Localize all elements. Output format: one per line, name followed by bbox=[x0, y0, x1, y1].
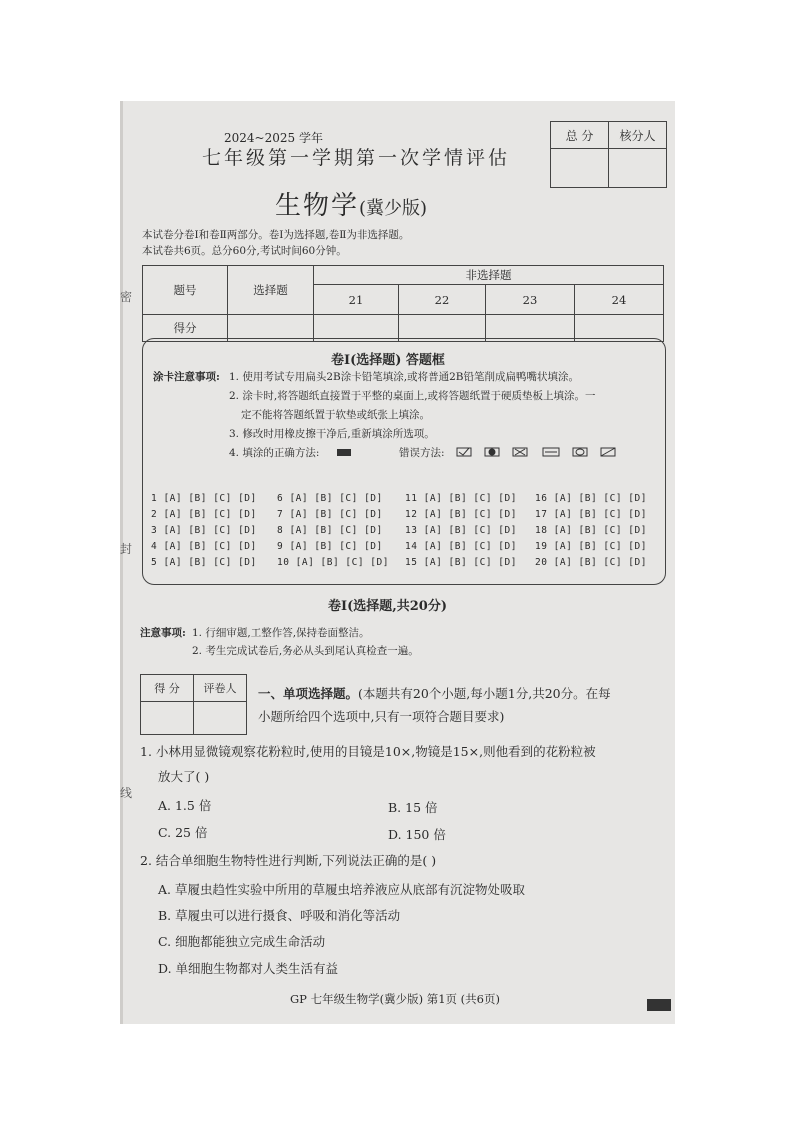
q23-header: 23 bbox=[486, 285, 575, 315]
q21-header: 21 bbox=[314, 285, 399, 315]
bubble-col-1 bbox=[151, 493, 257, 573]
part1-desc-2: 小题所给四个选项中,只有一项符合题目要求) bbox=[258, 709, 505, 724]
answer-row[interactable]: 7 [A] [B] [C] [D] bbox=[277, 509, 383, 520]
total-score-cell bbox=[551, 149, 609, 188]
answer-row[interactable]: 8 [A] [B] [C] [D] bbox=[277, 525, 383, 536]
edition: (冀少版) bbox=[359, 198, 428, 219]
subject-name: 生物学 bbox=[275, 191, 360, 221]
q1-option-b: B. 15 倍 bbox=[388, 800, 438, 815]
answer-row[interactable]: 9 [A] [B] [C] [D] bbox=[277, 541, 383, 552]
answer-row[interactable]: 1 [A] [B] [C] [D] bbox=[151, 493, 257, 504]
answer-row[interactable]: 19 [A] [B] [C] [D] bbox=[535, 541, 647, 552]
answer-row[interactable]: 4 [A] [B] [C] [D] bbox=[151, 541, 257, 552]
card-note-3: 3. 修改时用橡皮擦干净后,重新填涂所选项。 bbox=[229, 428, 435, 440]
correct-fill-icon bbox=[337, 449, 351, 456]
feixuanze-header: 非选择题 bbox=[314, 266, 664, 285]
defen-label: 得分 bbox=[143, 315, 228, 342]
answer-row[interactable]: 18 [A] [B] [C] [D] bbox=[535, 525, 647, 536]
bubble-col-3 bbox=[405, 493, 517, 573]
section1-notice-1: 1. 行细审题,工整作答,保持卷面整洁。 bbox=[192, 627, 370, 639]
card-note-2: 2. 涂卡时,将答题纸直接置于平整的桌面上,或将答题纸置于硬质垫板上填涂。一 bbox=[229, 390, 596, 402]
q24-header: 24 bbox=[575, 285, 664, 315]
bubble-col-2 bbox=[277, 493, 389, 573]
q1-option-c: C. 25 倍 bbox=[158, 825, 208, 840]
answer-row[interactable]: 12 [A] [B] [C] [D] bbox=[405, 509, 517, 520]
wrong-method-icons bbox=[455, 445, 625, 459]
q2-option-c: C. 细胞都能独立完成生命活动 bbox=[158, 934, 326, 949]
q1-option-a: A. 1.5 倍 bbox=[158, 798, 212, 813]
part1-desc-1: (本题共有20个小题,每小题1分,共20分。在每 bbox=[358, 686, 611, 701]
evaluation-table bbox=[140, 674, 247, 735]
q2-option-b: B. 草履虫可以进行摄食、呼吸和消化等活动 bbox=[158, 908, 401, 923]
section1-notice-2: 2. 考生完成试卷后,务必从头到尾认真检查一遍。 bbox=[192, 645, 419, 657]
q2-option-d: D. 单细胞生物都对人类生活有益 bbox=[158, 961, 339, 976]
card-note-1: 1. 使用考试专用扁头2B涂卡铅笔填涂,或将普通2B铅笔削成扁鸭嘴状填涂。 bbox=[229, 371, 579, 383]
q1-stem-2: 放大了( ) bbox=[158, 769, 210, 784]
school-year: 2024~2025 学年 bbox=[224, 131, 323, 145]
page-footer: GP 七年级生物学(冀少版) 第1页 (共6页) bbox=[290, 992, 500, 1006]
card-note-4: 4. 填涂的正确方法: bbox=[229, 447, 320, 459]
exam-title: 七年级第一学期第一次学情评估 bbox=[202, 147, 511, 169]
seal-mark-feng: 封 bbox=[120, 542, 133, 556]
grader-cell bbox=[194, 702, 247, 735]
answer-row[interactable]: 15 [A] [B] [C] [D] bbox=[405, 557, 517, 568]
card-note-2b: 定不能将答题纸置于软垫或纸张上填涂。 bbox=[241, 409, 430, 421]
answer-row[interactable]: 6 [A] [B] [C] [D] bbox=[277, 493, 383, 504]
q1-stem: 1. 小林用显微镜观察花粉粒时,使用的目镜是10×,物镜是15×,则他看到的花粉粒被 bbox=[140, 744, 596, 759]
bubble-col-4 bbox=[535, 493, 647, 573]
part1-heading-line bbox=[258, 684, 611, 702]
seal-mark-xian: 线 bbox=[120, 786, 133, 800]
section1-title: 卷Ⅰ(选择题,共20分) bbox=[328, 599, 447, 614]
pingjuanren-label: 评卷人 bbox=[194, 675, 247, 702]
total-score-box bbox=[550, 121, 667, 188]
answer-frame bbox=[142, 338, 666, 585]
answer-frame-title: 卷Ⅰ(选择题) 答题框 bbox=[331, 353, 445, 368]
q22-header: 22 bbox=[399, 285, 486, 315]
checker-cell bbox=[609, 149, 667, 188]
total-score-label: 总 分 bbox=[551, 122, 609, 149]
answer-row[interactable]: 16 [A] [B] [C] [D] bbox=[535, 493, 647, 504]
xuanze-header: 选择题 bbox=[228, 266, 314, 315]
exam-paper bbox=[120, 101, 675, 1024]
checker-label: 核分人 bbox=[609, 122, 667, 149]
q2-option-a: A. 草履虫趋性实验中所用的草履虫培养液应从底部有沉淀物处吸取 bbox=[158, 882, 525, 897]
answer-row[interactable]: 3 [A] [B] [C] [D] bbox=[151, 525, 257, 536]
intro-line2: 本试卷共6页。总分60分,考试时间60分钟。 bbox=[142, 245, 347, 257]
points-table bbox=[142, 265, 664, 342]
defen-label: 得 分 bbox=[141, 675, 194, 702]
q1-option-d: D. 150 倍 bbox=[388, 827, 446, 842]
answer-row[interactable]: 13 [A] [B] [C] [D] bbox=[405, 525, 517, 536]
wrong-method-label: 错误方法: bbox=[399, 447, 445, 459]
intro-line1: 本试卷分卷Ⅰ和卷Ⅱ两部分。卷Ⅰ为选择题,卷Ⅱ为非选择题。 bbox=[142, 229, 410, 241]
seal-mark-mi: 密 bbox=[120, 290, 133, 304]
answer-row[interactable]: 2 [A] [B] [C] [D] bbox=[151, 509, 257, 520]
answer-row[interactable]: 10 [A] [B] [C] [D] bbox=[277, 557, 389, 568]
q2-stem: 2. 结合单细胞生物特性进行判断,下列说法正确的是( ) bbox=[140, 853, 437, 868]
answer-row[interactable]: 20 [A] [B] [C] [D] bbox=[535, 557, 647, 568]
answer-row[interactable]: 11 [A] [B] [C] [D] bbox=[405, 493, 517, 504]
card-notice-label: 涂卡注意事项: bbox=[153, 371, 220, 383]
subject-title bbox=[275, 185, 427, 222]
section1-notice-label: 注意事项: bbox=[140, 627, 186, 639]
part1-heading: 一、单项选择题。 bbox=[258, 686, 359, 701]
answer-row[interactable]: 17 [A] [B] [C] [D] bbox=[535, 509, 647, 520]
tihao-header: 题号 bbox=[143, 266, 228, 315]
score-cell bbox=[141, 702, 194, 735]
answer-row[interactable]: 14 [A] [B] [C] [D] bbox=[405, 541, 517, 552]
answer-row[interactable]: 5 [A] [B] [C] [D] bbox=[151, 557, 257, 568]
corner-mark bbox=[647, 999, 671, 1011]
